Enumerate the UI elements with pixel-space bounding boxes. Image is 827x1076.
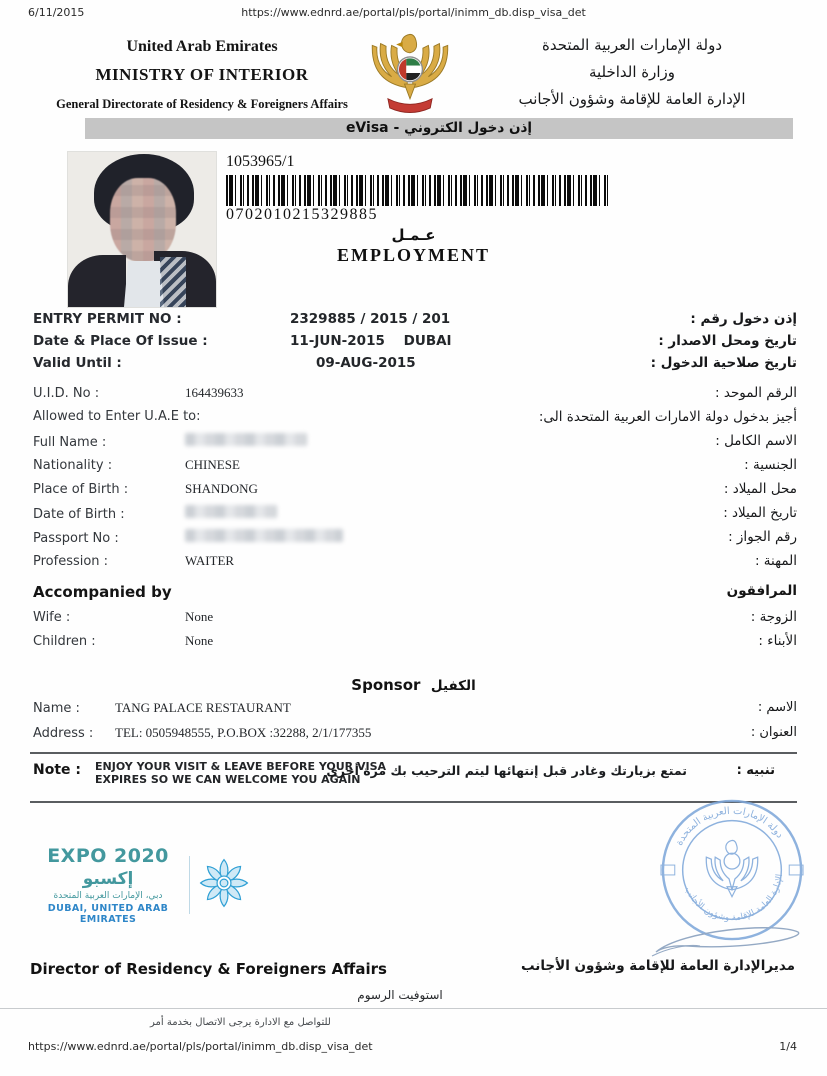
- field-full-name: Full Name : الاسم الكامل :: [33, 433, 797, 450]
- footer-divider: [0, 1008, 827, 1009]
- contact-note-ar: للتواصل مع الادارة يرجى الاتصال بخدمة أمر: [150, 1017, 331, 1028]
- director-title-en: Director of Residency & Foreigners Affairs: [30, 960, 387, 978]
- ministry-name-ar: وزارة الداخلية: [588, 63, 676, 81]
- visa-details: [33, 311, 797, 657]
- field-profession: Profession : WAITER المهنة :: [33, 553, 797, 569]
- directorate-name-ar: الإدارة العامة للإقامة وشؤون الأجانب: [518, 90, 746, 108]
- accompanied-by-title: Accompanied by المرافقون: [33, 583, 797, 601]
- expo-subtitle-ar: دبي، الإمارات العربية المتحدة: [53, 891, 163, 901]
- field-uid-no: U.I.D. No : 164439633 الرقم الموحد :: [33, 385, 797, 401]
- redacted-value: [185, 529, 343, 542]
- field-sponsor-name: Name : TANG PALACE RESTAURANT الاسم :: [33, 700, 797, 716]
- visa-type-arabic: عـمـل: [391, 226, 436, 244]
- letterhead-arabic: [467, 36, 797, 117]
- expo-subtitle-en: DUBAI, UNITED ARAB EMIRATES: [47, 903, 169, 925]
- note-top-rule: [30, 752, 797, 754]
- visa-type-english: EMPLOYMENT: [337, 245, 490, 265]
- redacted-value: [185, 505, 277, 518]
- expo-2020-logo: [35, 845, 250, 925]
- country-name-en: United Arab Emirates: [126, 38, 278, 55]
- note-text-arabic: تمتع بزيارتك وغادر قبل إنتهائها ليتم الترحيب بك مرة أخرى: [326, 763, 687, 778]
- footer-url: https://www.ednrd.ae/portal/pls/portal/inimm_db.disp_visa_det: [28, 1040, 373, 1053]
- sponsor-title: Sponsor الكفيل: [351, 676, 476, 694]
- field-allowed-to-enter: Allowed to Enter U.A.E to: أجيز بدخول دولة الامارات العربية المتحدة الى:: [33, 409, 797, 425]
- letterhead-english: [24, 38, 380, 112]
- uae-falcon-emblem-icon: [364, 30, 456, 120]
- stamp-ring-text-bottom: الإدارة العامة للإقامة وشؤون الأجانب: [682, 873, 786, 924]
- stamp-ring-text-top: دولة الإمارات العربية المتحدة: [673, 805, 786, 848]
- field-children: Children : None الأبناء :: [33, 633, 797, 649]
- field-sponsor-address: Address : TEL: 0505948555, P.O.BOX :32288, 2/1/177355 العنوان :: [33, 725, 797, 741]
- field-wife: Wife : None الزوجة :: [33, 609, 797, 625]
- evisa-title-en: eVisa: [345, 120, 389, 136]
- barcode: [226, 175, 609, 206]
- expo-rosette-icon: [198, 857, 250, 913]
- sponsor-details: [33, 700, 797, 750]
- field-valid-until: Valid Until : 09-AUG-2015 تاريخ صلاحية الدخول :: [33, 355, 797, 371]
- barcode-number: 0702010215329885: [226, 206, 378, 223]
- print-date: 6/11/2015: [28, 6, 85, 19]
- directorate-name-en: General Directorate of Residency & Foreigners Affairs: [56, 97, 348, 111]
- director-title-ar: مديرالإدارة العامة للإقامة وشؤون الأجانب: [521, 958, 795, 974]
- evisa-title-ar: إذن دخول الكتروني: [404, 120, 533, 136]
- fees-collected-note: استوفيت الرسوم: [357, 988, 443, 1002]
- footer-page-number: 1/4: [779, 1040, 797, 1053]
- photo-scarf: [124, 261, 164, 307]
- stamp-falcon-icon: [706, 840, 757, 896]
- country-name-ar: دولة الإمارات العربية المتحدة: [541, 36, 723, 54]
- evisa-title-bar: eVisa - إذن دخول الكتروني: [85, 118, 793, 139]
- expo-title: EXPO 2020 إكسبو: [47, 845, 169, 889]
- note-text-english: ENJOY YOUR VISIT & LEAVE BEFORE YOUR VISA EXPIRES SO WE CAN WELCOME YOU AGAIN: [95, 760, 387, 786]
- field-passport-no: Passport No : رقم الجواز :: [33, 529, 797, 546]
- expo-divider: [189, 856, 190, 914]
- ministry-name-en: MINISTRY OF INTERIOR: [95, 65, 309, 84]
- note-label-arabic: تنبيه :: [736, 763, 775, 778]
- file-number: 1053965/1: [226, 153, 295, 170]
- field-entry-permit-no: ENTRY PERMIT NO : 2329885 / 2015 / 201 إذن دخول رقم :: [33, 311, 797, 327]
- print-url: https://www.ednrd.ae/portal/pls/portal/inimm_db.disp_visa_det: [241, 6, 586, 19]
- field-date-place-of-issue: Date & Place Of Issue : 11-JUN-2015 DUBAI تاريخ ومحل الاصدار :: [33, 333, 797, 349]
- redacted-value: [185, 433, 307, 446]
- field-nationality: Nationality : CHINESE الجنسية :: [33, 457, 797, 473]
- field-date-of-birth: Date of Birth : تاريخ الميلاد :: [33, 505, 797, 522]
- field-place-of-birth: Place of Birth : SHANDONG محل الميلاد :: [33, 481, 797, 497]
- note-label: Note :: [33, 762, 81, 778]
